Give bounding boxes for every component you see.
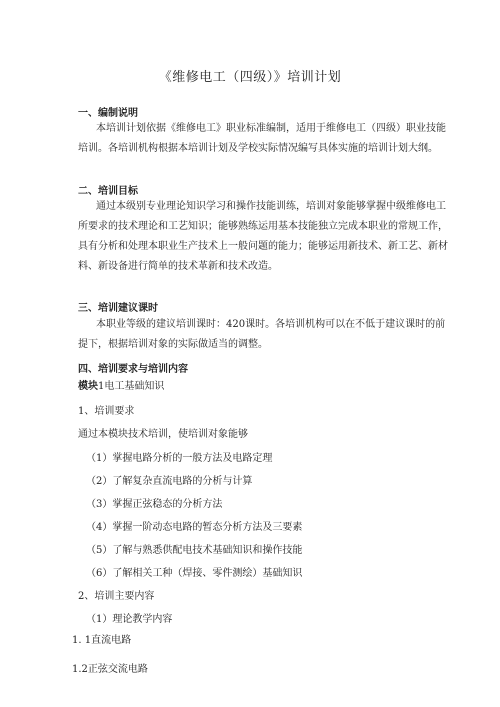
topic-ac-circuit: 1.2正弦交流电路: [72, 664, 148, 675]
section-heading-compilation: 一、编制说明: [78, 108, 138, 119]
list-item: （3）掌握正弦稳态的分析方法: [86, 499, 223, 510]
training-requirements-heading: 1、培训要求: [78, 406, 135, 417]
section-heading-hours: 三、培训建议课时: [78, 303, 158, 314]
list-item: （6）了解相关工种（焊接、零件测绘）基础知识: [86, 568, 303, 579]
list-item: （4）掌握一阶动态电路的暂态分析方法及三要素: [86, 522, 303, 533]
module-name: 1电工基础知识: [98, 381, 165, 392]
section-body-objectives: 通过本级别专业理论知识学习和操作技能训练，培训对象能够掌握中级维修电工所要求的技术理论和工艺知识；能够熟练运用基本技能独立完成本职业的常规工作，具有分析和处理本职业生产技术上一般问题的能力；能够运用新技术、新工艺、新材料、新设备进行简单的技术革新和技术改造。: [78, 201, 448, 272]
training-requirements-intro: 通过本模块技术培训，使培训对象能够: [78, 429, 248, 440]
section-body-hours: 本职业等级的建议培训课时：420课时。各培训机构可以在不低于建议课时的前提下，根据培训对象的实际做适当的调整。: [78, 319, 446, 350]
document-title: 《维修电工（四级）》培训计划: [158, 70, 342, 85]
module-label: 模块: [78, 381, 98, 392]
list-item: （5）了解与熟悉供配电技术基础知识和操作技能: [86, 545, 303, 556]
list-item: （2）了解复杂直流电路的分析与计算: [86, 476, 253, 487]
section-body-compilation: 本培训计划依据《维修电工》职业标准编制，适用于维修电工（四级）职业技能培训。各培训机构根据本培训计划及学校实际情况编写具体实施的培训计划大纲。: [78, 123, 446, 154]
topic-dc-circuit: 1. 1直流电路: [72, 635, 132, 646]
section-heading-objectives: 二、培训目标: [78, 186, 138, 197]
list-item: （1）掌握电路分析的一般方法及电路定理: [86, 453, 273, 464]
training-content-heading: 2、培训主要内容: [78, 591, 155, 602]
module-title: [78, 380, 164, 394]
section-heading-requirements: 四、培训要求与培训内容: [78, 364, 188, 375]
theory-teaching-heading: （1）理论教学内容: [86, 614, 173, 625]
